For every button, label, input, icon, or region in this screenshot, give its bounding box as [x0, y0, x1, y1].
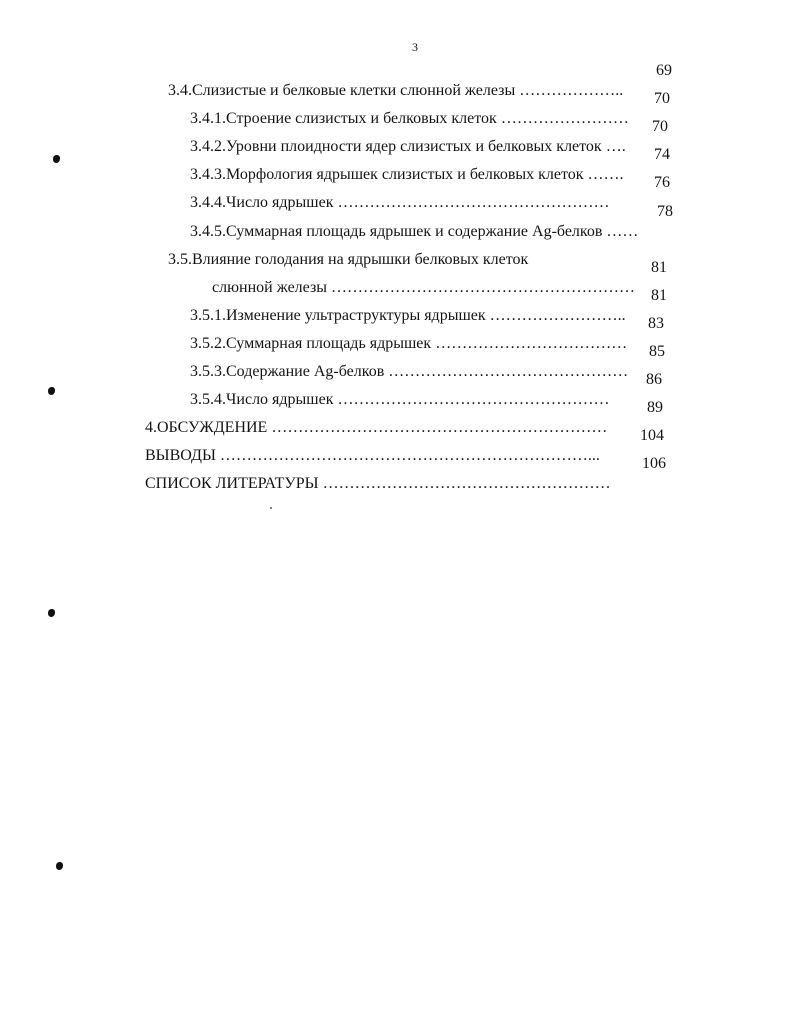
toc-entry-3-5-4 — [182, 370, 610, 408]
toc-entry-page: 86 — [646, 371, 662, 388]
toc-entry-dots: ……………………………………………… — [318, 475, 611, 492]
toc-entry-dots: …………………… — [496, 110, 629, 127]
toc-entry-page: 106 — [642, 455, 666, 472]
toc-entry-title: Число ядрышек — [226, 194, 334, 211]
toc-entry-number: 3.5.4. — [190, 391, 226, 408]
toc-entry-number: 3.4.4. — [190, 194, 226, 211]
toc-entry-3-5-continuation — [204, 258, 636, 296]
toc-entry-dots: ……………….. — [515, 82, 624, 99]
toc-entry-dots: ……………………………… — [431, 335, 628, 352]
toc-entry-conclusions — [137, 426, 600, 464]
toc-entry-page: 78 — [657, 203, 673, 220]
punch-hole-mark — [53, 155, 60, 163]
toc-entry-3-4-3 — [182, 145, 624, 183]
toc-entry-page: 76 — [654, 174, 670, 191]
toc-entry-title: Суммарная площадь ядрышек и содержание Ag-белков — [226, 223, 603, 240]
toc-entry-3-4 — [160, 61, 624, 99]
toc-entry-page: 89 — [647, 399, 663, 416]
toc-entry-title: СПИСОК ЛИТЕРАТУРЫ — [145, 475, 319, 492]
scan-speck — [270, 507, 272, 509]
toc-entry-title: Число ядрышек — [226, 391, 334, 408]
toc-entry-number: 3.5.2. — [190, 335, 226, 352]
toc-entry-4 — [137, 398, 608, 436]
toc-entry-number: 3.4.5. — [190, 223, 226, 240]
toc-entry-title: слюнной железы — [212, 279, 328, 296]
toc-entry-page: 104 — [640, 427, 664, 444]
toc-entry-page: 83 — [648, 315, 664, 332]
toc-entry-number: 3.4.1. — [190, 110, 226, 127]
toc-entry-number: 3.4. — [168, 82, 192, 99]
toc-entry-page: 74 — [654, 146, 670, 163]
punch-hole-mark — [48, 609, 55, 617]
toc-entry-title: Влияние голодания на ядрышки белковых клеток — [192, 251, 529, 268]
toc-entry-number: 3.4.2. — [190, 138, 226, 155]
toc-entry-dots: …… — [602, 223, 639, 240]
toc-entry-3-4-1 — [182, 89, 629, 127]
toc-entry-dots: …………………………………………… — [333, 194, 610, 211]
toc-entry-title: Строение слизистых и белковых клеток — [226, 110, 497, 127]
toc-entry-title: Содержание Ag-белков — [226, 363, 385, 380]
punch-hole-mark — [56, 862, 63, 870]
toc-entry-page: 70 — [652, 118, 668, 135]
toc-entry-3-4-5 — [182, 202, 639, 240]
toc-entry-3-5-2 — [182, 314, 628, 352]
toc-entry-dots: …………………………………………… — [333, 391, 610, 408]
toc-entry-dots: …. — [601, 138, 626, 155]
toc-entry-title: Слизистые и белковые клетки слюнной железы — [192, 82, 516, 99]
toc-entry-page: 69 — [656, 62, 672, 79]
toc-entry-number: 3.5.3. — [190, 363, 226, 380]
toc-entry-3-4-2 — [182, 117, 626, 155]
toc-entry-dots: …………………….. — [485, 307, 626, 324]
toc-entry-number: 3.5.1. — [190, 307, 226, 324]
toc-entry-title: ОБСУЖДЕНИЕ — [157, 419, 268, 436]
page-number: 3 — [412, 40, 418, 54]
toc-entry-3-5-3 — [182, 342, 629, 380]
toc-entry-number: 4. — [145, 419, 157, 436]
toc-entry-page: 70 — [654, 90, 670, 107]
toc-entry-dots: ……………………………………………………………... — [215, 447, 600, 464]
toc-entry-dots: ………………………………………………… — [327, 279, 636, 296]
toc-entry-dots: ……………………………………………………… — [267, 419, 608, 436]
toc-entry-title: Изменение ультраструктуры ядрышек — [226, 307, 486, 324]
toc-entry-3-5-1 — [182, 286, 626, 324]
toc-entry-dots: ……………………………………… — [384, 363, 629, 380]
toc-entry-page: 81 — [651, 287, 667, 304]
toc-entry-references — [137, 454, 611, 492]
toc-entry-title: Уровни плоидности ядер слизистых и белковых клеток — [226, 138, 602, 155]
toc-entry-title: ВЫВОДЫ — [145, 447, 216, 464]
punch-hole-mark — [48, 387, 55, 395]
toc-entry-dots: ……. — [583, 166, 624, 183]
toc-entry-number: 3.5. — [168, 251, 192, 268]
toc-entry-3-4-4 — [182, 173, 610, 211]
toc-entry-title: Суммарная площадь ядрышек — [226, 335, 432, 352]
toc-entry-title: Морфология ядрышек слизистых и белковых клеток — [226, 166, 584, 183]
toc-entry-page: 81 — [651, 259, 667, 276]
toc-entry-page: 85 — [649, 343, 665, 360]
toc-entry-3-5 — [160, 230, 529, 268]
toc-entry-number: 3.4.3. — [190, 166, 226, 183]
